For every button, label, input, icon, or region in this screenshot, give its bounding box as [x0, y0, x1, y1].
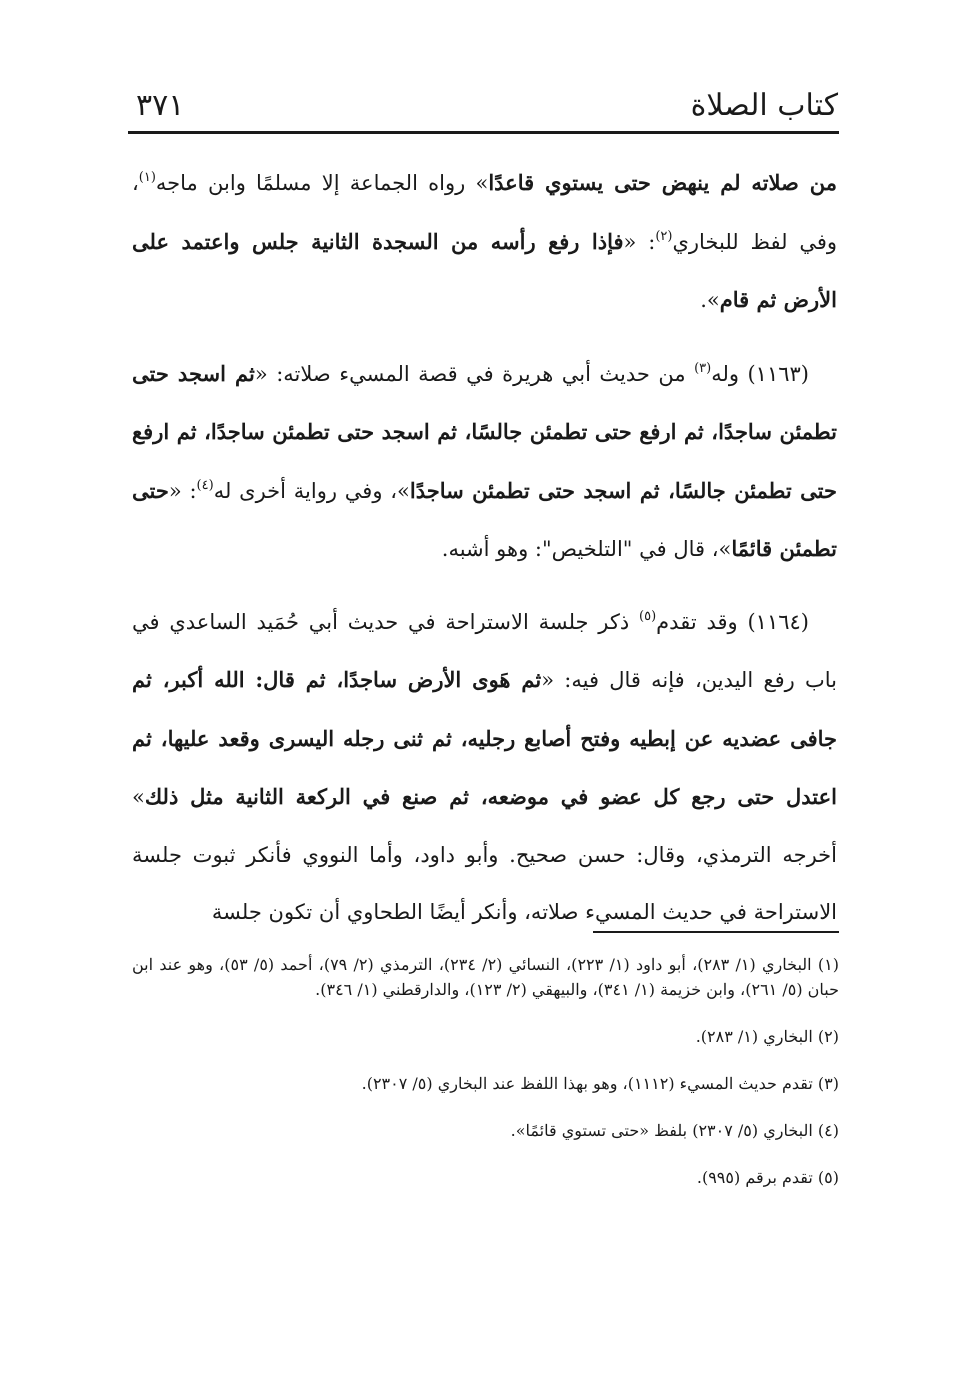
body-text: (١١٦٣) وله	[711, 361, 809, 386]
footnote-marker: (٣)	[694, 360, 712, 376]
paragraph-hadith-1164	[132, 594, 837, 942]
footnote-5: (٥) تقدم برقم (٩٩٥).	[696, 1168, 839, 1187]
footnote-4: (٤) البخاري (٥/ ٢٣٠٧) بلفظ «حتى تستوي قائمًا».	[510, 1121, 839, 1140]
main-text	[132, 154, 837, 942]
body-text: من حديث أبي هريرة في قصة المسيء صلاته: «	[254, 361, 695, 386]
footnote-separator	[593, 931, 839, 933]
paragraph-continuation	[132, 154, 837, 330]
footnote-2: (٢) البخاري (١/ ٢٨٣).	[695, 1027, 839, 1046]
body-text: ، وفي لفظ للبخاري	[132, 171, 837, 254]
header-rule	[128, 131, 839, 134]
book-section-title: كتاب الصلاة	[690, 88, 838, 123]
body-text: : «	[168, 478, 197, 503]
hadith-quote-text: حتى تطمئن قائمًا	[132, 477, 837, 561]
footnotes	[132, 952, 839, 1190]
footnote-3: (٣) تقدم حديث المسيء (١١١٢)، وهو بهذا اللفظ عند البخاري (٥/ ٢٣٠٧).	[361, 1074, 839, 1093]
body-text: » أخرجه الترمذي، وقال: حسن صحيح. وأبو داود، وأما النووي فأنكر ثبوت جلسة الاستراحة في حديث المسيء صلاته، وأنكر أيضًا الطحاوي أن تكون جلسة	[132, 785, 837, 924]
body-text: » رواه الجماعة إلا مسلمًا وابن ماجه	[155, 171, 489, 195]
footnote-marker: (٤)	[196, 477, 214, 493]
paragraph-hadith-1163	[132, 345, 837, 579]
body-text: : «	[623, 229, 656, 254]
hadith-quote-text: من صلاته لم ينهض حتى يستوي قاعدًا	[488, 170, 837, 195]
hadith-quote-text: فإذا رفع رأسه من السجدة الثانية جلس واعتمد على الأرض ثم قام	[132, 228, 837, 312]
footnote-marker: (١)	[138, 170, 156, 185]
body-text: »، وفي رواية أخرى له	[213, 478, 410, 503]
hadith-quote-text: ثم هَوى الأرض ساجدًا، ثم قال: الله أكبر، ثم جافى عضديه عن إبطيه وفتح أصابع رجليه، ثم ثنى رجله اليسرى وقعد عليها، ثم اعتدل حتى رجع كل عضو في موضعه، ثم صنع في الركعة الثانية مثل ذلك	[132, 667, 837, 809]
body-text: »، قال في "التلخيص": وهو أشبه.	[441, 537, 732, 561]
footnote-1: (١) البخاري (١/ ٢٨٣)، أبو داود (١/ ٢٢٣)، النسائي (٢/ ٢٣٤)، الترمذي (٢/ ٧٩)، أحمد (٥/ ٥٣)، وهو عند ابن حبان (٥/ ٢٦١)، وابن خزيمة (١/ ٣٤١)، والبيهقي (٢/ ١٢٣)، والدارقطني (١/ ٣٤٦).	[132, 955, 839, 999]
body-text: (١١٦٤) وقد تقدم	[656, 609, 809, 634]
body-text: ذكر جلسة الاستراحة في حديث أبي حُمَيد الساعدي في باب رفع اليدين، فإنه قال فيه: «	[132, 609, 837, 692]
footnote-marker: (٢)	[655, 228, 673, 244]
hadith-quote-text: ثم اسجد حتى تطمئن ساجدًا، ثم ارفع حتى تطمئن جالسًا، ثم اسجد حتى تطمئن ساجدًا، ثم ارفع حتى تطمئن جالسًا، ثم اسجد حتى تطمئن ساجدًا	[132, 360, 837, 503]
running-header	[128, 82, 838, 130]
body-text: ».	[700, 288, 720, 312]
page-number: ٣٧١	[136, 88, 185, 123]
footnote-marker: (٥)	[639, 608, 657, 624]
